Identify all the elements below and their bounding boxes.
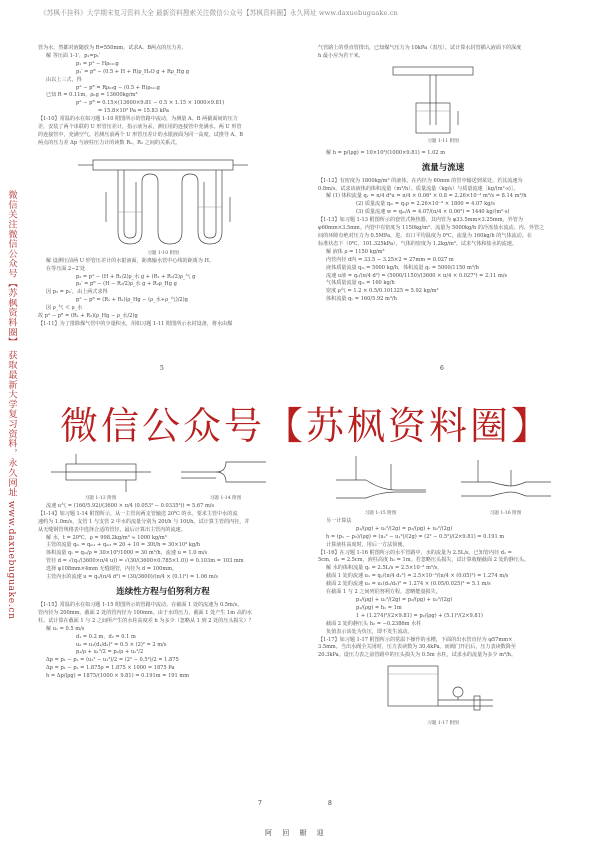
text-line: 柱。试计算在截面 1 与 2 之间所产生的水柱高度差 h 为多少（忽略从 1 到 2 处的压头损失）？ (38, 617, 254, 624)
text-line: 从无缝钢管规格表中选择合适的管径，最后计算出主管内的流速。 (38, 526, 186, 533)
text-line: 5cm，d₂ = 2.5cm，液柱高度 h₁ = 1m。若忽略压头损失，试计算收缩截面 2 处的静压头。 (318, 557, 530, 564)
equation-line: 体积流量 qᵥ = 160/5.92 m³/h (326, 296, 397, 303)
text-line: 两点的压力差 Δp 与液柱压力计的读数 R₁、R₂ 之间的关系式。 (38, 139, 181, 146)
text-line: 管为水，然都对液随放为 R=550mm，试求A、B两点的压力差。 (38, 45, 187, 51)
text-line: 气体质量流量 qₘ = 160 kg/h (326, 280, 395, 287)
page-8-column (318, 450, 568, 728)
equation-line: p₂′ = pᴮ − (H − R₂/2)ρ_水 g + R₂ρ_Hg g (76, 281, 177, 288)
section-heading: 连续性方程与伯努利方程 (116, 586, 210, 597)
figure-caption: 习题 1-13 附图 (84, 496, 117, 501)
text-line: 由以上三式，得 (46, 76, 82, 83)
branch-pipe-diagram (176, 450, 276, 495)
figure-caption: 习题 1-17 附图 (427, 721, 459, 727)
page-header: 《苏枫不挂科》大学期末复习资料大全 最新资料搜索关注微信公众号【苏枫资料圈】永久网址 www.daxuebuguake.cn (40, 9, 398, 17)
page-6-column (318, 45, 568, 304)
text-line: 【1-10】常温的水在如习题 1-10 附图所示的管路中流动，为测量 A、B 两截面间的压力 (38, 116, 238, 123)
page-footer: 阿 回 橱 迎 (265, 829, 328, 837)
equation-line: p₁′ = pᴮ − (0.5 + H + R)ρ_H₂O g + Rρ_Hg g (76, 68, 190, 75)
equation-line: p₂ = pᴬ − (H + R₁/2)ρ_水 g + (R₁ + R₂/2)ρ_气 g (76, 273, 196, 280)
text-line: 【1-13】如习题 1-13 附图所示的套管式换热器，其内管为 φ33.5mm×3.25mm，外管为 (318, 217, 523, 224)
equation-line: p₁/(ρg) + u₁²/(2g) = p₂/(ρg) + u₂²/(2g) (356, 525, 453, 532)
page-number: 7 (258, 800, 262, 807)
equation-line: Δp = p₁ − p₂ = (u₂² − u₁²)/2 = (2² − 0.5²)/2 = 1.875 (46, 657, 179, 664)
text-line: 解 等压面 1-1′，p₁=p₁′ (46, 52, 101, 59)
text-line: 【1-12】有密度为 1800kg/m³ 的液体，在内径为 60mm 的管中输送到某处。若其流速为 (318, 177, 523, 184)
text-line: 【1-15】常温的水在如习题 1-15 附图所示的管路中流动。在截面 1 处的流速为 0.5m/s， (38, 601, 243, 608)
text-line: 【1-17】如习题 1-17 附图所示的常温下操作的水槽，下面的出水管直径为 φ57mm× (318, 636, 513, 643)
figure-caption: 习题 1-15 附图 (364, 511, 397, 516)
equation-line: 主管内水的流速 u = qᵥ/(π/4 d²) = (30/3600)/(π/4 × (0.1)²) = 1.06 m/s (46, 574, 219, 581)
equation-line: 截面 2 处的流速 u₂ = u₁(d₁/d₂)² = 1.274 × (0.05/0.025)² = 5.1 m/s (326, 581, 491, 588)
venturi-tube-diagram (331, 450, 431, 510)
equation-line: (3) 质量流速 w = qₘ/A = 4.07/(π/4 × 0.06²) = 1440 kg/(m²·s) (356, 209, 510, 216)
text-line: 在截面 1 与 2 之间列伯努利方程，忽略能量损失。 (326, 589, 441, 596)
equation-line: Δp = p₁ − p₂ = 1.875ρ = 1.875 × 1000 = 1875 Pa (46, 665, 175, 672)
figure-caption: 习题 1-16 附图 (489, 511, 522, 516)
equation-line: = 15.8×10³ Pa = 15.83 kPa (98, 108, 169, 115)
figure-1-10 (78, 152, 288, 250)
text-line: 管内径为 200mm，截面 2 处的管内径为 100mm。由于水的压力，截面 1 处产生 1m 高的水 (38, 609, 252, 616)
text-line: 内管内径 d内 = 33.5 − 3.25×2 = 27mm = 0.027 m (326, 256, 454, 263)
equation-line: pᴬ − pᴮ = Rρₕ₂g − (0.5 + R)ρₕ₂ₒg (76, 84, 160, 91)
text-line: 间的环隙有绝对压力为 0.5MPa，进、出口平均温度为 0℃，流量为 160kg/h 的气体流动。在 (318, 232, 532, 239)
equation-line: pᴬ − pᴮ = (R₁ + R₂)(ρ_Hg − (ρ_水+ρ_气)/2)g (76, 297, 188, 304)
equation-line: p₁/(ρg) = h₁ = 1m (356, 604, 402, 611)
text-line: 选择 φ108mm×4mm 无缝钢管，内径为 d = 100mm， (46, 566, 178, 573)
text-line: 液体质量流量 qₘ = 5000 kg/h，体积流量 qᵥ = 5000/1150 m³/h (326, 264, 479, 271)
equation-line: 管径 d = √(qᵥ/(3600×π/4 u)) = √(30/(3600×0.785×1.0)) = 0.103m = 103 mm (46, 558, 244, 565)
text-line: 标准状态下（0℃，101.325kPa），气体的密度为 1.2kg/m³。试求气体和盐水的流速。 (318, 240, 517, 247)
text-line: 速约为 1.0m/s，支管 1 与支管 2 中水的流量分别为 20t/h 与 10t/h。试计算主管的内径，并 (38, 518, 250, 525)
equation-line: d₁ = 0.2 m，d₂ = 0.1 m (76, 633, 136, 640)
text-line: 因 ρ_气 ≪ ρ_水 (46, 305, 83, 312)
watermark-banner: 微信公众号【苏枫资料圈】 (60, 404, 553, 448)
equation-line: (2) 质量流量 qₘ = qᵥρ = 2.26×10⁻³ × 1800 = 4.07 kg/s (356, 201, 495, 208)
text-line: h 最小应为若干米。 (318, 52, 364, 59)
section-heading: 流量与流速 (421, 162, 465, 173)
text-line: φ60mm×3.5mm。内管中有密度为 1150kg/m³、流量为 5000kg/h 的冷冻盐水流动。内、外管之 (318, 225, 545, 232)
text-line: 解 水的体积流量 qᵥ = 2.5L/s = 2.5×10⁻³ m³/s， (326, 565, 443, 572)
side-watermark: 微信关注微信公众号【苏枫资料圈】 获取最新大学复习资料，永久网址 www.daxuebuguake.cn (6, 190, 17, 620)
text-line: 的连接管中，充满空气。若测压前两个 U 形管压差计的水银液面为同一高度，试推导 A、B (38, 131, 244, 138)
text-line: 解 (1) 体积流量 qᵥ = π/4 d²u = π/4 × 0.06² × 0.8 = 2.26×10⁻³ m³/s = 8.14 m³/h (326, 193, 527, 200)
text-line: 差，安装了两个串联的 U 形管压差计，指示液为汞，测压用的连接管中充满水。两 U 形管 (38, 124, 242, 131)
text-line: 负值表示该处为负压，即不发生流动。 (326, 628, 413, 635)
equation-line: p₁/(ρg) + u₁²/(2g) = p₂/(ρg) + u₂²/(2g) (356, 596, 453, 603)
equation-line: 流速 u液 = qᵥ/(π/4 d²) = (5000/1150)/(3600 × π/4 × 0.027²) = 2.11 m/s (326, 272, 508, 279)
text-line: 解 h = p/(ρg) = 10×10³/(1000×9.81) = 1.02 m (326, 149, 446, 156)
text-line: 【1-16】在习题 1-16 附图所示的水平管路中，水的流量为 2.5L/s。已知管内径 d₁ = (318, 549, 512, 556)
text-line: 在等压面 2−2′处 (46, 265, 85, 272)
equation-line: 1 + (1.274)²/(2×9.81) = p₂/(ρg) + (5.1)²/(2×9.81) (356, 612, 483, 619)
text-line: 3.5mm。当出水阀全关闭时，压力表读数为 30.4kPa。而阀门开启后，压力表读数降至 (318, 644, 516, 651)
equation-line: 密度 ρ气 = 1.2 × 0.5/0.101325 = 5.92 kg/m³ (326, 288, 439, 295)
text-line: 主管的流量 qₘ = qₘ₁ + qₘ₂ = 20 + 10 = 30t/h = 30×10³ kg/h (46, 542, 201, 549)
figure-1-17 (378, 662, 568, 720)
water-seal-diagram (388, 63, 478, 138)
page-5-column (38, 45, 288, 329)
equation-line: h = Δp/(ρg) = 1875/(1000 × 9.81) = 0.191m = 191 mm (46, 673, 190, 680)
text-line: 0.8m/s，试求该液体的体积流量（m³/h）、质量流量（kg/s）与质量流速［kg/(m²·s)］。 (318, 185, 519, 192)
text-line: 已知 R = 0.11m，ρₕg = 13600kg/m³ (46, 92, 138, 99)
text-line: 解 设测压前两 U 形管压差计的水银液面，距离输水管中心线的距离为 H。 (46, 257, 215, 264)
equation-line: pᴬ − pᴮ = 0.15×(13600×9.81 − 0.5 × 1.15 × 1000×9.81) (76, 100, 225, 107)
figure-caption: 习题 1-14 附图 (209, 496, 242, 501)
page-7-column (38, 450, 288, 681)
text-line: 解 水，t = 20℃，ρ = 998.2kg/m³ ≈ 1000 kg/m³ (46, 534, 167, 541)
figure-1-11 (388, 63, 568, 138)
text-line: 另一计算法 (326, 517, 352, 524)
double-pipe-exchanger-diagram (51, 450, 151, 495)
figure-caption: 习题 1-10 附图 (147, 250, 179, 256)
equation-line: p₁/ρ + u₁²/2 = p₂/ρ + u₂²/2 (76, 649, 144, 656)
text-line: 解 液体 ρ = 1150 kg/m³ (326, 248, 385, 255)
page-number: 8 (328, 800, 332, 807)
text-line: 【1-11】为了排除煤气管中的少量积水，用如习题 1-11 附图所示水封设备，将水由煤 (38, 320, 233, 327)
figure-caption: 习题 1-11 附图 (427, 138, 459, 144)
contracted-pipe-diagram (456, 450, 556, 510)
figures-1-13-1-14 (38, 450, 288, 495)
double-u-manometer-diagram (78, 152, 248, 250)
equation-line: h = (p₁ − p₂)/(ρg) = (u₂² − u₁²)/(2g) = (2² − 0.5²)/(2×9.81) = 0.191 m (326, 533, 505, 540)
text-line: 故 pᴬ − pᴮ = (R₁ + R₂)(ρ_Hg − ρ_水/2)g (38, 313, 138, 320)
equation-line: 流速 u气 = (160/5.92)/(3600 × π/4 (0.053² − 0.0335²)) = 5.67 m/s (46, 502, 215, 509)
page-number: 5 (160, 365, 164, 372)
equation-line: u₂ = u₁(d₁/d₂)² = 0.5 × (2)² = 2 m/s (76, 641, 167, 648)
text-line: 体积流量 qᵥ = qₘ/ρ = 30×10³/1000 = 30 m³/h，流速 u = 1.0 m/s (46, 550, 208, 557)
text-line: 20.3kPa。设压力表之前管路中的压头损失为 0.5m 水柱，试求水的流量为多少 m³/h。 (318, 652, 517, 659)
figures-1-15-1-16 (318, 450, 568, 510)
text-line: 截面 2 处的静压头 h₂ = −0.2386m 水柱 (326, 620, 422, 627)
page-number: 6 (440, 365, 444, 372)
equation-line: p₁ = pᴬ − Hρₕ₂ₒg (76, 60, 119, 67)
equation-line: 截面 1 处的流速 u₁ = qᵥ/(π/4 d₁²) = 2.5×10⁻³/(π/4 × (0.05)²) = 1.274 m/s (326, 573, 509, 580)
text-line: 因 p₂ = p₂′，由上两式求得 (46, 289, 108, 296)
text-line: 【1-14】如习题 1-14 附图所示，从一主管向两支管输送 20℃ 的水。要求主管中水的流 (38, 510, 238, 517)
water-tank-diagram (378, 662, 498, 720)
text-line: 计算液柱高度时，用后一方法简便。 (326, 541, 408, 548)
text-line: 解 u₁ = 0.5 m/s (46, 625, 85, 632)
text-line: 气管路上的垂直管排出，已知煤气压力为 10kPa（表压）。试计算水封管插入液面下的深度 (318, 45, 522, 51)
